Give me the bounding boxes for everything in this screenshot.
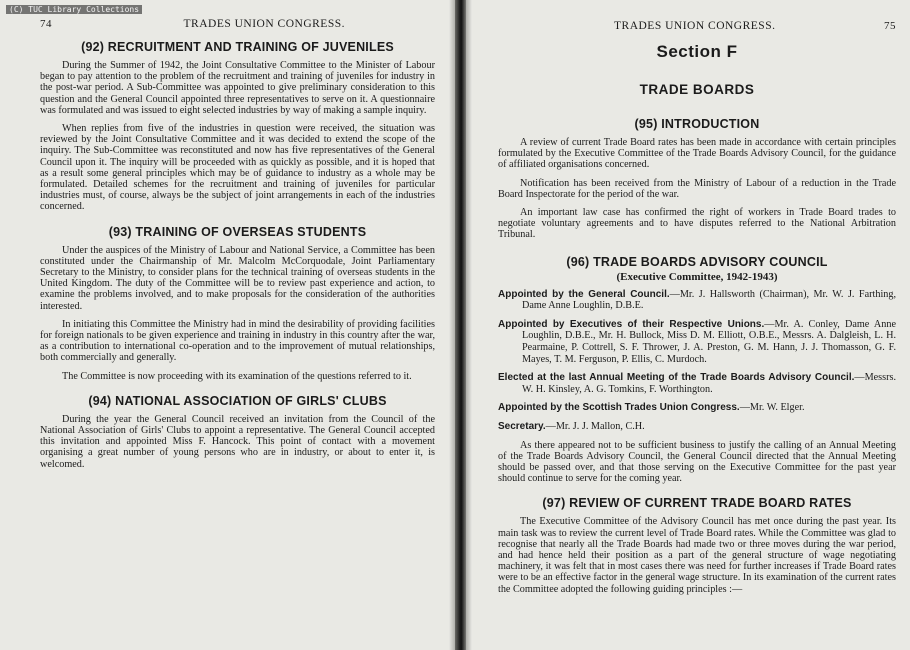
heading-92: (92) RECRUITMENT AND TRAINING OF JUVENILES [81,40,394,54]
heading-93: (93) TRAINING OF OVERSEAS STUDENTS [108,224,367,239]
left-running-head [40,18,435,30]
right-page-edge-shadow [466,0,472,650]
right-running-title: TRADES UNION CONGRESS. [614,20,776,32]
member-entry [498,372,896,395]
section-title: Section F [656,42,738,61]
member-label: Appointed by the General Council. [498,288,670,300]
member-entry [498,289,896,312]
member-names: —Messrs. W. H. Kinsley, A. G. Tomkins, F. Worthington. [522,372,896,395]
heading-97: (97) REVIEW OF CURRENT TRADE BOARD RATES [542,496,852,511]
heading-96: (96) TRADE BOARDS ADVISORY COUNCIL [566,254,828,269]
member-names: —Mr. J. J. Mallon, C.H. [545,420,645,432]
para-93-3: The Committee is now proceeding with its examination of the questions referred to it. [62,370,412,382]
heading-94: (94) NATIONAL ASSOCIATION OF GIRLS' CLUBS [88,393,387,408]
member-label: Appointed by Executives of their Respective Unions. [498,318,765,330]
right-page [466,0,910,650]
subsection-title: TRADE BOARDS [639,82,755,97]
left-running-title: TRADES UNION CONGRESS. [183,18,345,30]
book-gutter [455,0,466,650]
member-entry [498,421,896,433]
member-names: —Mr. J. Hallsworth (Chairman), Mr. W. J. Farthing, Dame Anne Loughlin, D.B.E. [522,288,897,312]
para-92-1: During the Summer of 1942, the Joint Consultative Committee to the Minister of Labour began to pay attention to the problem of the recruitment and training of juveniles for industry in the post-war period. A Sub-Committee was appointed to give preliminary consideration to this question and the General Council appointed three representatives to serve on it. A questionnaire was formulated and was issued to eight selected industries by way of making a sample inquiry. [40,60,435,116]
member-label: Elected at the last Annual Meeting of the Trade Boards Advisory Council. [498,372,855,384]
left-page-number: 74 [40,18,52,30]
right-page-number: 75 [884,20,896,32]
member-names: —Mr. W. Elger. [739,402,805,414]
member-names: —Mr. A. Conley, Dame Anne Loughlin, D.B.E., Mr. H. Bullock, Miss D. M. Elliott, O.B.E., Messrs. A. Dalgleish, L. H. Pearmaine, P. Cottrell, S. F. Thrower, J. A. Preston, G. M. Hann, J. J. Thomasson, G. F. Mayes, T. M. Ferguson, P. Ellis, C. Murdoch. [522,318,896,365]
member-label: Secretary. [498,420,546,432]
para-93-2: In initiating this Committee the Ministry had in mind the desirability of providing facilities for foreign nationals to be given experience and training in industry in this country after the war, as a contribution to international co-operation and to the improvement of mutual relationships, both commercially and generally. [40,318,435,364]
member-entry [498,402,896,414]
heading-95: (95) INTRODUCTION [634,117,760,131]
right-running-head [498,20,896,32]
member-entry [498,319,896,365]
para-95-3: An important law case has confirmed the right of workers in Trade Board trades to negotiate voluntary agreements and to have disputes referred to the National Arbitration Tribunal. [498,207,896,241]
para-93-1: Under the auspices of the Ministry of Labour and National Service, a Committee has been constituted under the Chairmanship of Mr. Malcolm McCorquodale, Joint Parliamentary Secretary to the Ministry, to consider plans for the technical training of overseas students in the United Kingdom. The duty of the Committee will be to review past experience and action, to examine the problems involved, and to make proposals for the consideration of the authorities interested. [40,244,435,312]
para-96-closing: As there appeared not to be sufficient business to justify the calling of an Annual Meeting of the Trade Boards Advisory Council, the General Council directed that the Annual Meeting should be passed over, and that those serving on the Executive Committee for the past year should continue to serve for the coming year. [498,439,896,485]
para-95-2: Notification has been received from the Ministry of Labour of a reduction in the Trade Board Inspectorate for the period of the war. [498,177,896,200]
para-97-1: The Executive Committee of the Advisory Council has met once during the past year. Its main task was to review the current level of Trade Board rates. While the Committee was glad to recognise that nearly all the Trade Boards had made two or three moves during the war period, and had hence held their position as a part of the general structure of wage negotiating machinery, it was felt that in most cases there was need for further increases if Trade Board rates were to be an effective factor in the general wage structure. In its examination of the current rates the Committee adopted the following guiding principles :— [498,516,896,595]
watermark-label: (C) TUC Library Collections [6,5,142,14]
heading-96-subtitle: (Executive Committee, 1942-1943) [616,270,778,283]
member-label: Appointed by the Scottish Trades Union Congress. [498,402,740,414]
para-95-1: A review of current Trade Board rates has been made in accordance with certain principles formulated by the Executive Committee of the Trade Boards Advisory Council, for the guidance of affiliated organisations concerned. [498,137,896,171]
para-92-2: When replies from five of the industries in question were received, the situation was reviewed by the Joint Consultative Committee and it was decided to extend the scope of the inquiry. The Sub-Committee was reconstituted and now has five representatives of the General Council upon it. The inquiry will be proceeded with as quickly as possible, and it is hoped that as a result some general principles which may be of guidance to industry as a whole may be formulated. Detailed schemes for the recruitment and training of juveniles for particular industries must, of course, always be the subject of joint arrangements in each of the industries concerned. [40,123,435,213]
para-94-1: During the year the General Council received an invitation from the Council of the National Association of Girls' Clubs to appoint a representative. The General Council accepted this invitation and appointed Miss F. Hancock. This point of contact with a movement organising a great number of young persons who are in industry, or about to enter it, is welcomed. [40,413,435,470]
